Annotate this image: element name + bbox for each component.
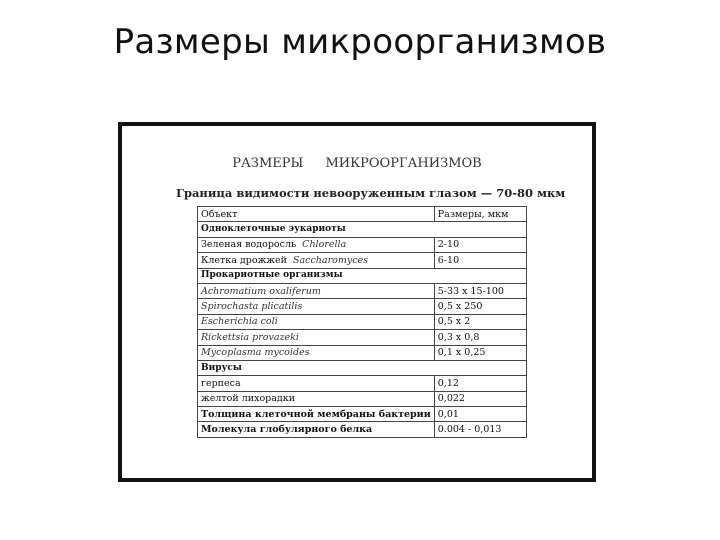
table-row (198, 330, 527, 345)
section-prokaryotes: Прокариотные организмы (198, 268, 527, 283)
header-object: Объект (198, 207, 435, 222)
object-name: Толщина клеточной мембраны бактерии (198, 407, 435, 422)
section-row (198, 268, 527, 283)
size-value: 0,022 (434, 391, 526, 406)
size-value: 0,3 x 0,8 (434, 330, 526, 345)
object-name: Зеленая водоросль (201, 239, 297, 251)
section-row (198, 360, 527, 375)
object-name: Spirochasta plicatilis (198, 299, 435, 314)
slide-title: Размеры микроорганизмов (113, 22, 607, 62)
object-name: Achromatium oxaliferum (198, 283, 435, 298)
size-value: 6-10 (434, 253, 526, 268)
header-size: Размеры, мкм (434, 207, 526, 222)
embedded-table-image (118, 122, 596, 482)
object-name: Клетка дрожжей (201, 254, 287, 266)
section-row (198, 222, 527, 237)
table-row (198, 314, 527, 329)
table-row (198, 345, 527, 360)
object-name: герпеса (198, 376, 435, 391)
object-name: Mycoplasma mycoides (198, 345, 435, 360)
size-value: 0,12 (434, 376, 526, 391)
size-value: 0,5 x 2 (434, 314, 526, 329)
section-viruses: Вирусы (198, 360, 527, 375)
microorganism-sizes-table (197, 206, 527, 438)
size-value: 2-10 (434, 237, 526, 252)
section-eukaryotes: Одноклеточные эукариоты (198, 222, 527, 237)
object-name: Rickettsia provazeki (198, 330, 435, 345)
table-row (198, 283, 527, 298)
latin-name: Chlorella (302, 239, 347, 251)
table-row (198, 237, 527, 252)
image-title: РАЗМЕРЫ МИКРООРГАНИЗМОВ (232, 156, 482, 171)
table-row (198, 299, 527, 314)
table-row (198, 376, 527, 391)
size-value: 0.004 - 0,013 (434, 422, 526, 437)
size-value: 0,1 x 0,25 (434, 345, 526, 360)
table-row (198, 253, 527, 268)
table-row (198, 407, 527, 422)
table-header-row (198, 207, 527, 222)
size-value: 5-33 x 15-100 (434, 283, 526, 298)
size-value: 0,5 x 250 (434, 299, 526, 314)
table-row (198, 422, 527, 437)
visibility-limit-subtitle: Граница видимости невооруженным глазом — 70-80 мкм (176, 186, 566, 200)
object-name: Escherichia coli (198, 314, 435, 329)
table-row (198, 391, 527, 406)
size-value: 0,01 (434, 407, 526, 422)
object-name: желтой лихорадки (198, 391, 435, 406)
latin-name: Saccharomyces (292, 254, 369, 266)
object-name: Молекула глобулярного белка (198, 422, 435, 437)
